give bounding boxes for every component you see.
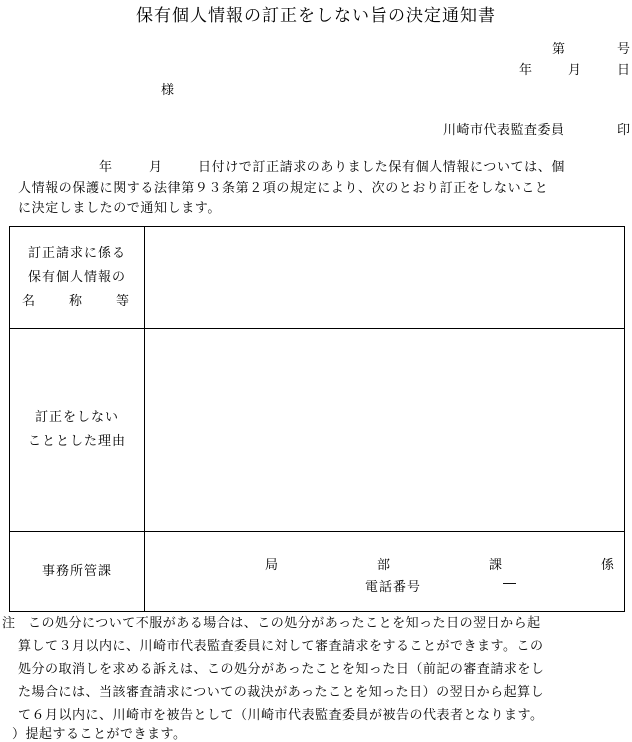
phone-dash: ― bbox=[503, 576, 516, 591]
item-name-char-3: 等 bbox=[115, 293, 130, 309]
number-prefix: 第 bbox=[552, 42, 566, 57]
date-day: 日 bbox=[617, 63, 631, 78]
item-name-char-1: 名 bbox=[22, 293, 37, 309]
reason-label-line1: 訂正をしない bbox=[34, 410, 119, 425]
unit-department: 部 bbox=[377, 558, 391, 573]
date-year: 年 bbox=[519, 63, 533, 78]
date-month: 月 bbox=[568, 63, 582, 78]
department-label-cell bbox=[10, 532, 145, 612]
reason-label-cell bbox=[10, 329, 145, 532]
decision-table bbox=[9, 226, 625, 612]
phone-label: 電話番号 bbox=[365, 580, 422, 595]
item-name-char-2: 称 bbox=[68, 293, 83, 309]
reason-label-line2: こととした理由 bbox=[27, 434, 126, 449]
body-line1: 日付けで訂正請求のありました保有個人情報については、個 bbox=[198, 160, 565, 175]
note-line-3: 処分の取消しを求める訴えは、この処分があったことを知った日（前記の審査請求をし bbox=[18, 662, 545, 677]
item-name-value-cell[interactable] bbox=[145, 227, 625, 329]
department-label: 事務所管課 bbox=[41, 563, 112, 579]
item-name-label-line2: 保有個人情報の bbox=[27, 269, 126, 285]
note-line-2: 算して３月以内に、川崎市代表監査委員に対して審査請求をすることができます。この bbox=[18, 639, 544, 654]
unit-subsection: 係 bbox=[601, 558, 615, 573]
reason-value-cell[interactable] bbox=[145, 329, 625, 532]
note-line-6: ）提起することができます。 bbox=[12, 727, 187, 742]
unit-bureau: 局 bbox=[265, 558, 279, 573]
note-prefix: 注 bbox=[2, 616, 16, 631]
body-line3: に決定しましたので通知します。 bbox=[18, 201, 221, 216]
item-name-label-line1: 訂正請求に係る bbox=[27, 245, 126, 261]
number-suffix: 号 bbox=[617, 42, 631, 57]
note-line-4: た場合には、当該審査請求についての裁決があったことを知った日）の翌日から起算し bbox=[18, 685, 545, 700]
body-month: 月 bbox=[149, 160, 163, 175]
item-name-label-line3 bbox=[10, 290, 144, 314]
issuer-name: 川崎市代表監査委員 bbox=[443, 123, 565, 138]
document-title: 保有個人情報の訂正をしない旨の決定通知書 bbox=[136, 6, 496, 26]
note-line-1: この処分について不服がある場合は、この処分があったことを知った日の翌日から起 bbox=[28, 616, 541, 631]
department-value-cell[interactable] bbox=[145, 532, 625, 612]
seal-mark: 印 bbox=[617, 123, 631, 138]
item-name-label-cell bbox=[10, 227, 145, 329]
unit-section: 課 bbox=[489, 558, 503, 573]
addressee-honorific: 様 bbox=[161, 83, 175, 98]
note-line-5: て６月以内に、川崎市を被告として（川崎市代表監査委員が被告の代表者となります。 bbox=[18, 708, 544, 723]
body-year: 年 bbox=[99, 160, 113, 175]
body-line2: 人情報の保護に関する法律第９３条第２項の規定により、次のとおり訂正をしないこと bbox=[18, 181, 549, 196]
